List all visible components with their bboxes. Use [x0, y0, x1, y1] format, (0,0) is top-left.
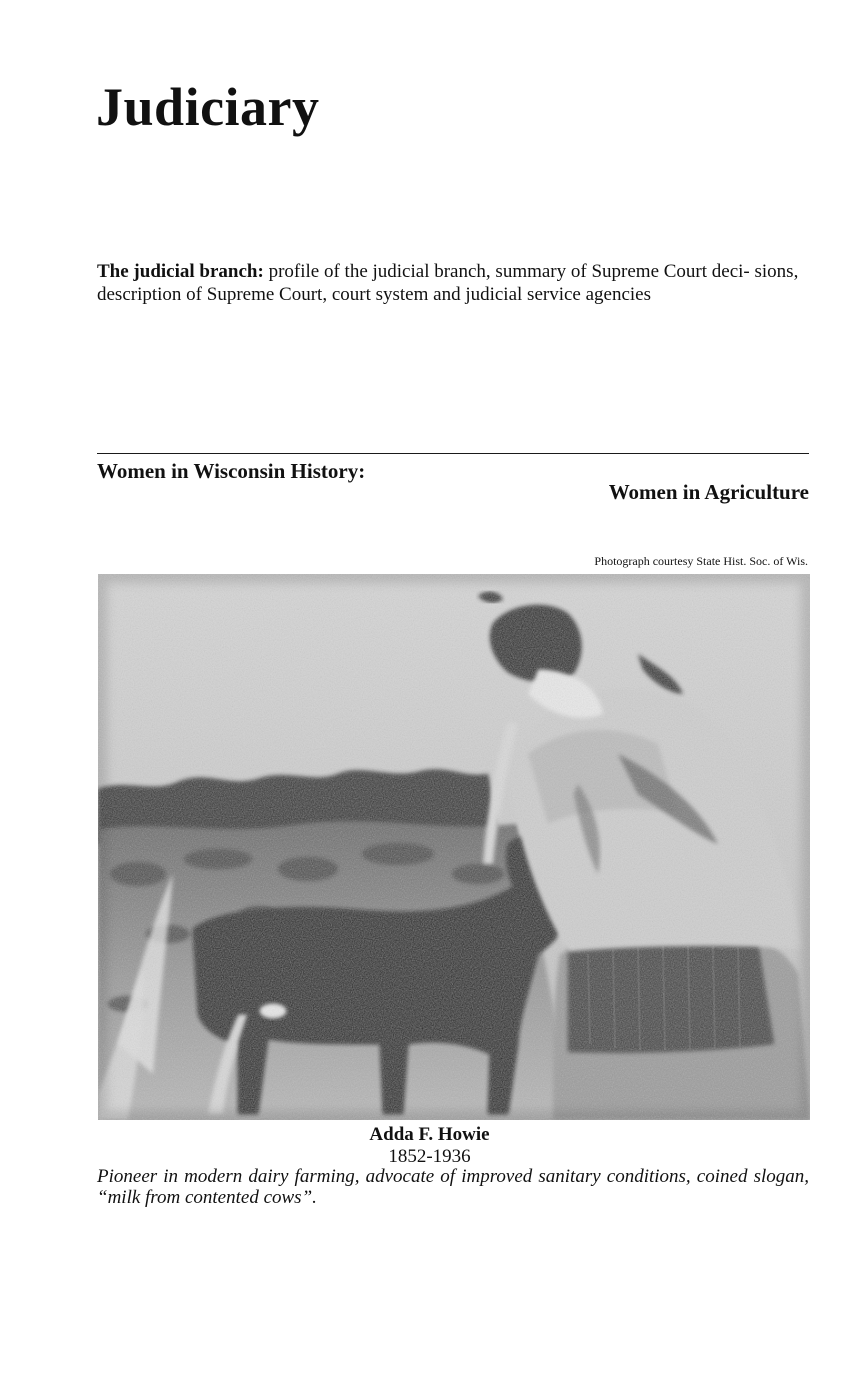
caption-description: Pioneer in modern dairy farming, advocate of improved sanitary conditions, coined slogan, “milk from contented cows”.	[97, 1166, 809, 1208]
section-summary	[97, 260, 809, 306]
section-divider	[97, 453, 809, 454]
caption-years: 1852-1936	[388, 1146, 471, 1167]
section-summary-text: profile of the judicial branch, summary of Supreme Court deci- sions, description of Supreme Court, court system and judicial service agencies	[97, 261, 799, 305]
page-title: Judiciary	[96, 77, 320, 137]
series-title: Women in Wisconsin History:	[97, 459, 366, 483]
series-subtitle: Women in Agriculture	[608, 480, 809, 504]
caption-name: Adda F. Howie	[369, 1124, 490, 1145]
historical-photo	[98, 574, 810, 1120]
section-summary-lead: The judicial branch:	[97, 261, 264, 282]
photo-credit: Photograph courtesy State Hist. Soc. of Wis.	[594, 554, 808, 568]
